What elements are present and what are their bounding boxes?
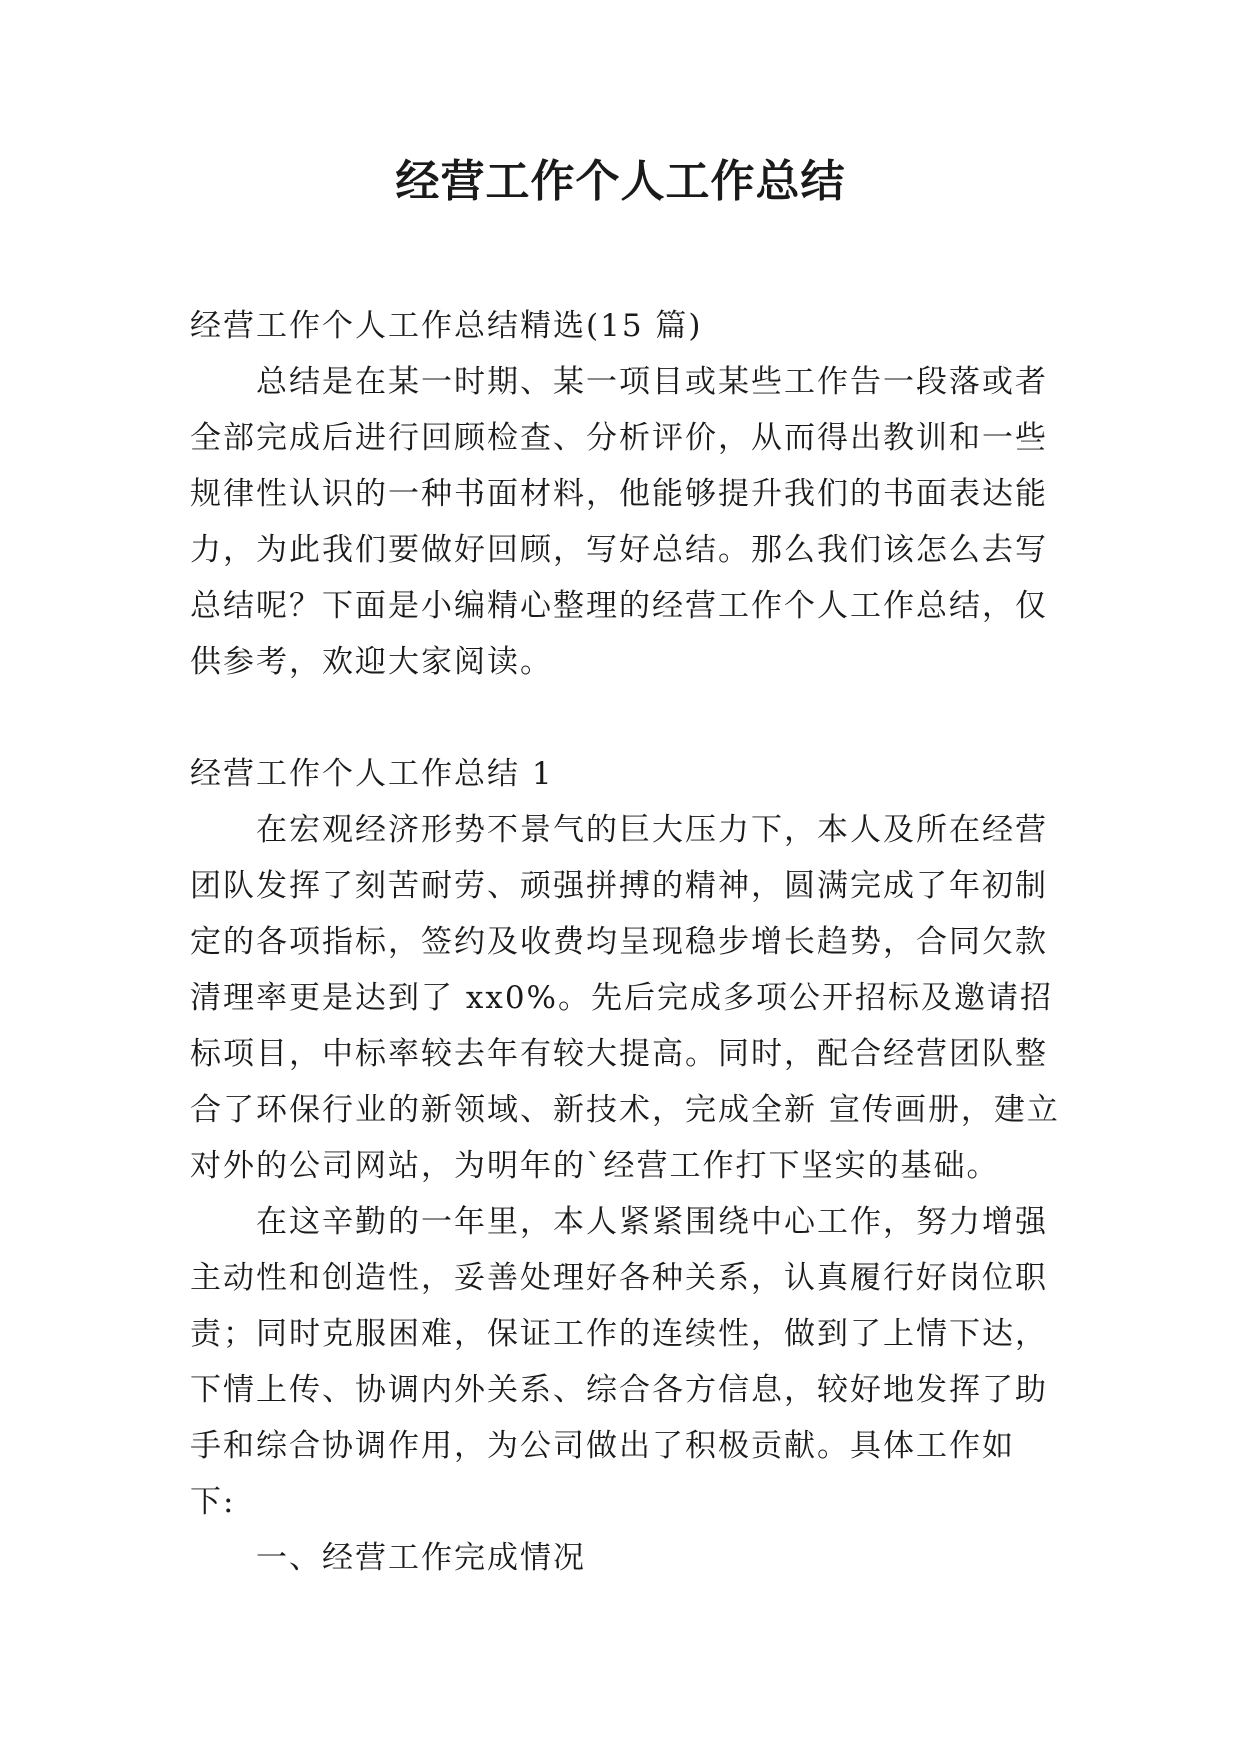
document-subtitle: 经营工作个人工作总结精选(15 篇) [190,308,703,344]
section-paragraph-1: 在宏观经济形势不景气的巨大压力下，本人及所在经营团队发挥了刻苦耐劳、顽强拼搏的精神，圆满完成了年初制定的各项指标，签约及收费均呈现稳步增长趋势，合同欠款清理率更是达到了 xx0%。先后完成多项公开招标及邀请招标项目，中标率较去年有较大提高。同时，配合经营团队整合了环保行业的新领域、新技术，完成全新 宣传画册，建立对外的公司网站，为明年的`经营工作打下坚实的基础。 [190,812,1060,1184]
section-heading: 经营工作个人工作总结 1 [190,756,554,792]
section-paragraph-2: 在这辛勤的一年里，本人紧紧围绕中心工作，努力增强主动性和创造性，妥善处理好各种关系，认真履行好岗位职责；同时克服困难，保证工作的连续性，做到了上情下达，下情上传、协调内外关系、综合各方信息，较好地发挥了助手和综合协调作用，为公司做出了积极贡献。具体工作如下: [190,1204,1048,1520]
document-body [190,298,1060,1586]
intro-paragraph: 总结是在某一时期、某一项目或某些工作告一段落或者全部完成后进行回顾检查、分析评价，从而得出教训和一些规律性认识的一种书面材料，他能够提升我们的书面表达能力，为此我们要做好回顾，写好总结。那么我们该怎么去写总结呢？下面是小编精心整理的经营工作个人工作总结，仅供参考，欢迎大家阅读。 [190,364,1048,680]
list-item-heading: 一、经营工作完成情况 [256,1540,586,1576]
document-title: 经营工作个人工作总结 [395,156,846,207]
paragraph-gap [190,690,1060,746]
